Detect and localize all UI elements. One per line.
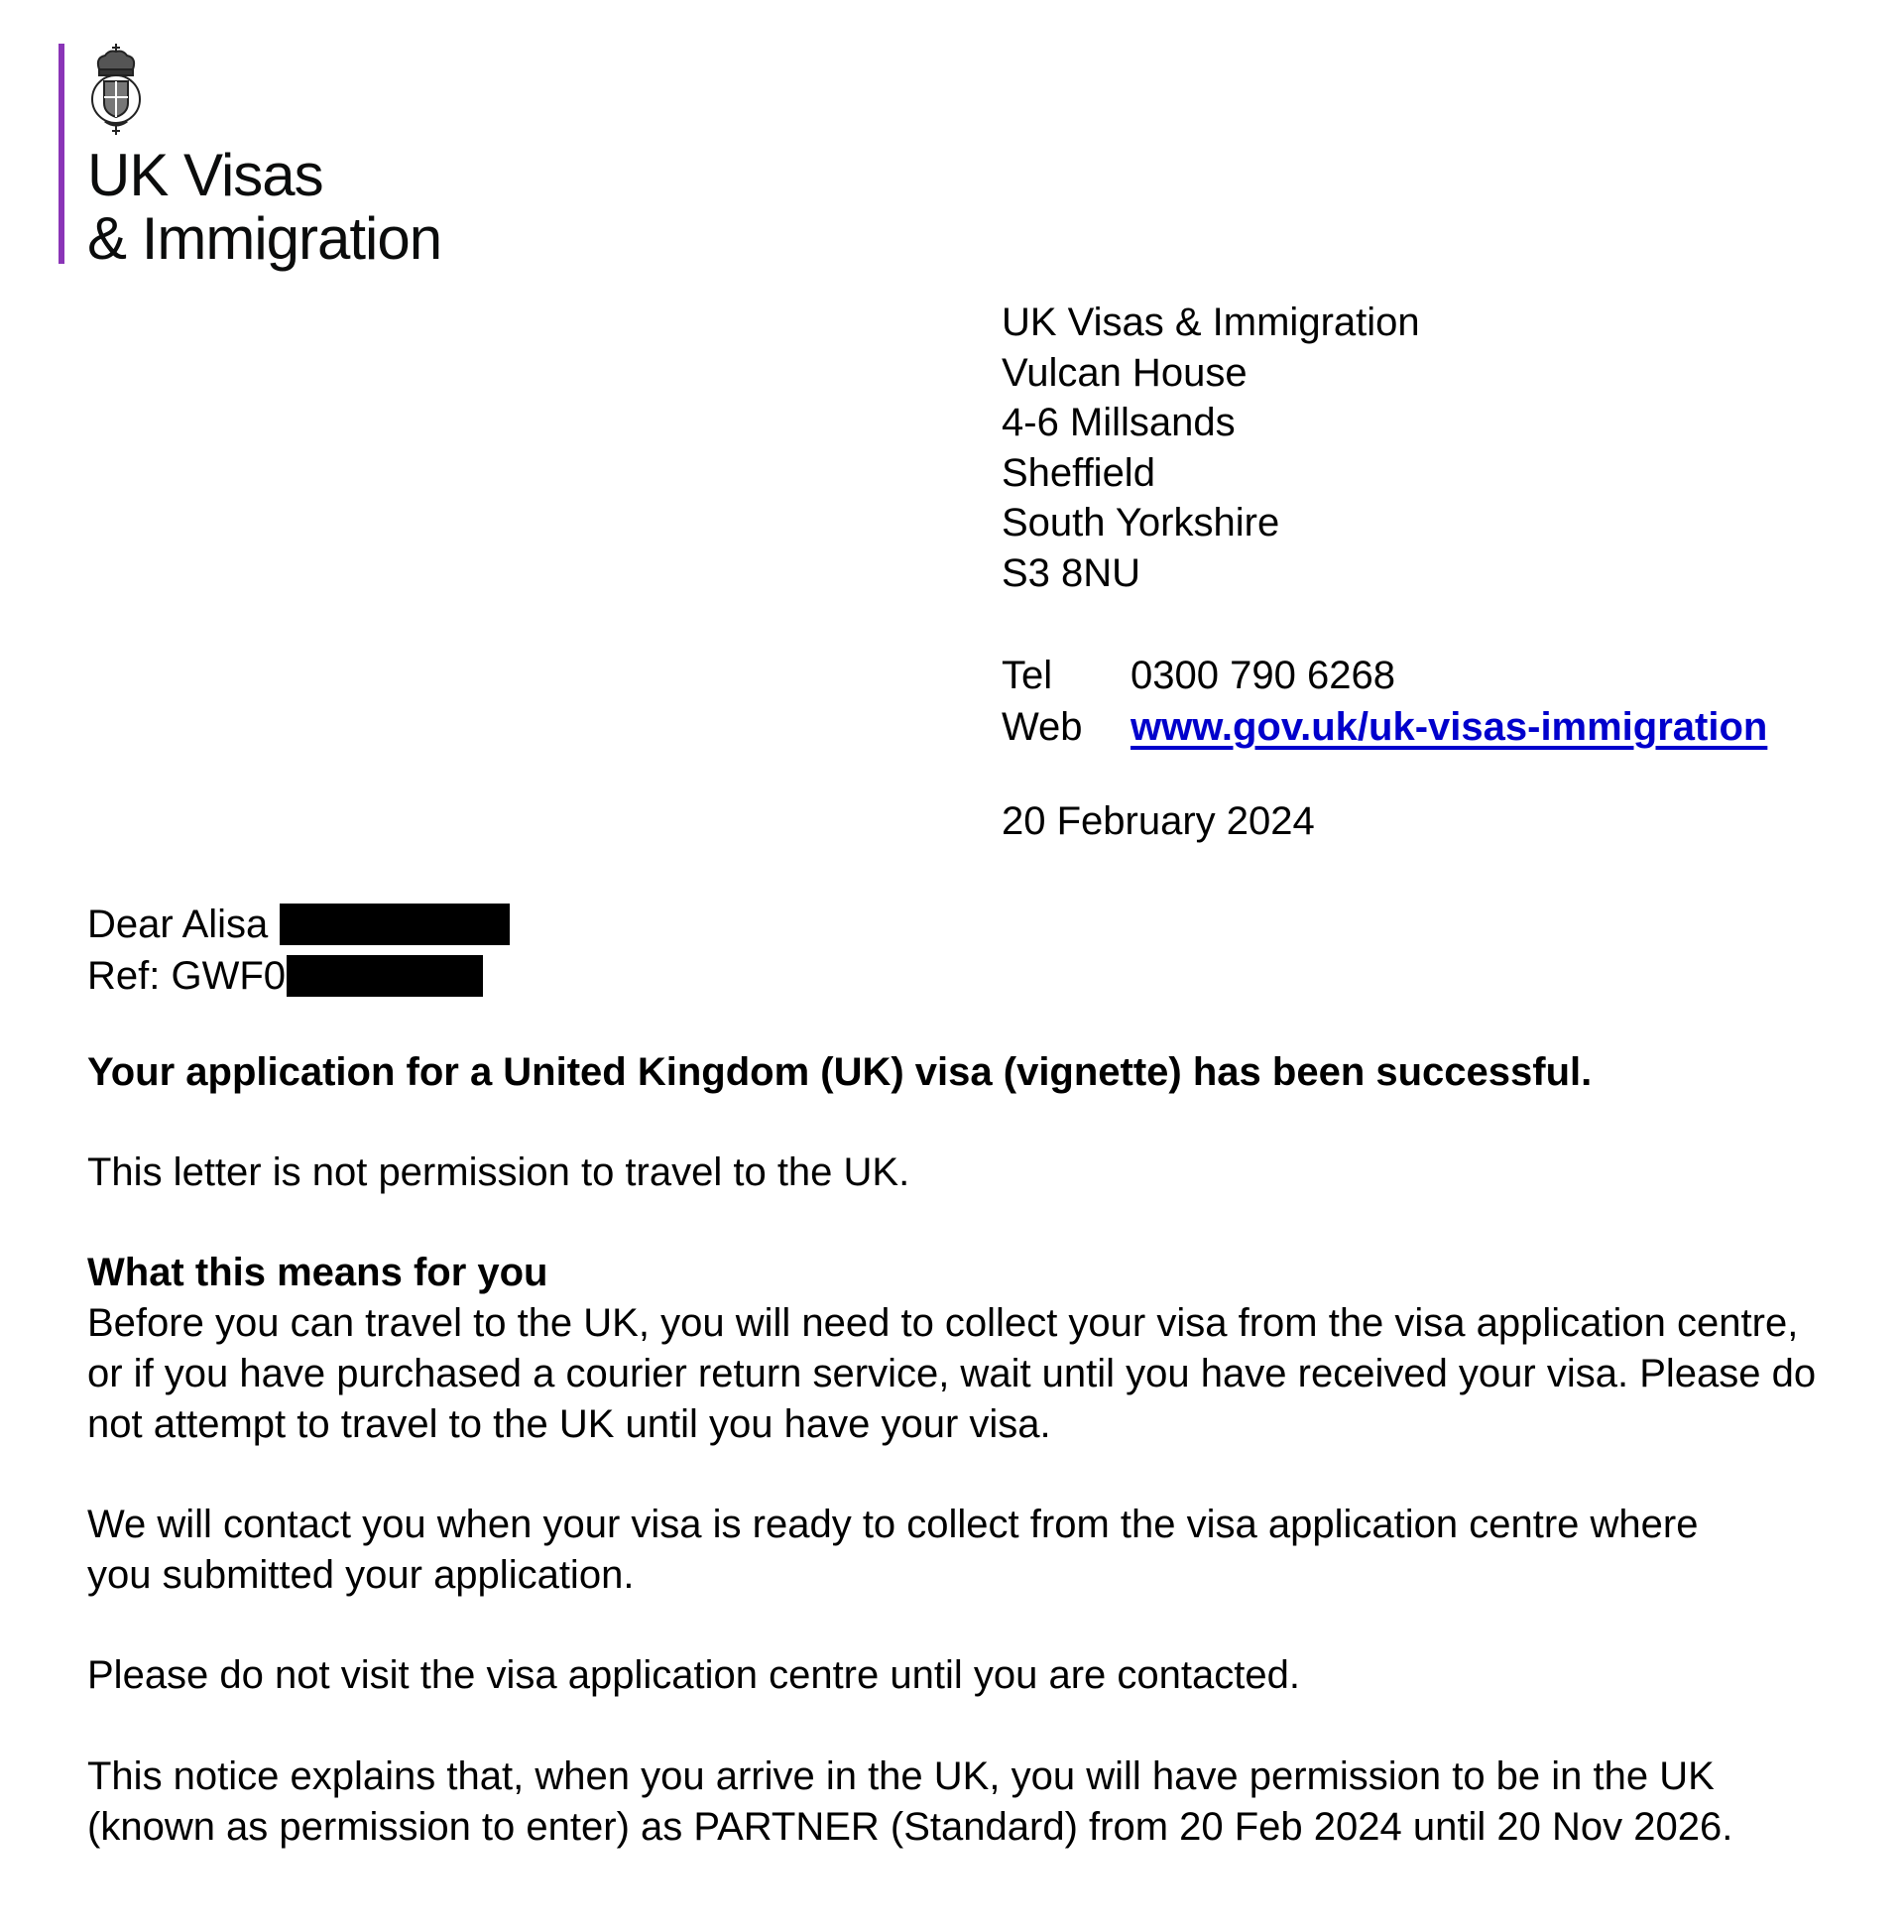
paragraph-contact: We will contact you when your visa is ready to collect from the visa application centre where you submitted your application.: [87, 1503, 1699, 1597]
letter-date: 20 February 2024: [1002, 799, 1315, 843]
travel-notice: This letter is not permission to travel to the UK.: [87, 1150, 910, 1194]
redacted-reference: [287, 955, 483, 997]
address-line: 4-6 Millsands: [1002, 401, 1236, 444]
paragraph-do-not-visit: Please do not visit the visa application centre until you are contacted.: [87, 1653, 1300, 1697]
redacted-surname: [280, 904, 510, 945]
logo-line-1: UK Visas: [87, 142, 323, 208]
address-line: Vulcan House: [1002, 350, 1248, 395]
address-line: South Yorkshire: [1002, 501, 1280, 544]
logo-accent-bar: [59, 44, 64, 264]
web-row: [1002, 701, 1767, 753]
headline: Your application for a United Kingdom (UK) visa (vignette) has been successful.: [87, 1050, 1593, 1094]
sender-address: [1002, 298, 1420, 598]
paragraph-collect-visa: Before you can travel to the UK, you will need to collect your visa from the visa application centre, or if you have purchased a courier return service, wait until you have received your visa. Please do not attempt to travel to the UK until you have your visa.: [87, 1301, 1817, 1446]
tel-row: [1002, 650, 1767, 701]
royal-coat-of-arms-icon: [87, 42, 145, 141]
salutation: [87, 899, 510, 1002]
tel-label: Tel: [1002, 654, 1053, 697]
address-line: UK Visas & Immigration: [1002, 301, 1420, 344]
address-line: Sheffield: [1002, 450, 1155, 495]
paragraph-permission: This notice explains that, when you arrive in the UK, you will have permission to be in the UK (known as permission to enter) as PARTNER (Standard) from 20 Feb 2024 until 20 Nov 2026.: [87, 1754, 1733, 1849]
section-title: What this means for you: [87, 1251, 548, 1294]
sender-contact: [1002, 650, 1767, 753]
address-line: S3 8NU: [1002, 550, 1141, 595]
logo-wordmark: [87, 144, 441, 271]
reference-row: [87, 950, 510, 1002]
web-label: Web: [1002, 705, 1083, 749]
greeting: Dear Alisa: [87, 903, 269, 946]
logo-line-2: & Immigration: [87, 205, 442, 272]
reference-prefix: Ref: GWF0: [87, 954, 287, 998]
greeting-row: [87, 899, 510, 950]
tel-value: 0300 790 6268: [1130, 654, 1395, 697]
website-link[interactable]: www.gov.uk/uk-visas-immigration: [1130, 705, 1768, 749]
